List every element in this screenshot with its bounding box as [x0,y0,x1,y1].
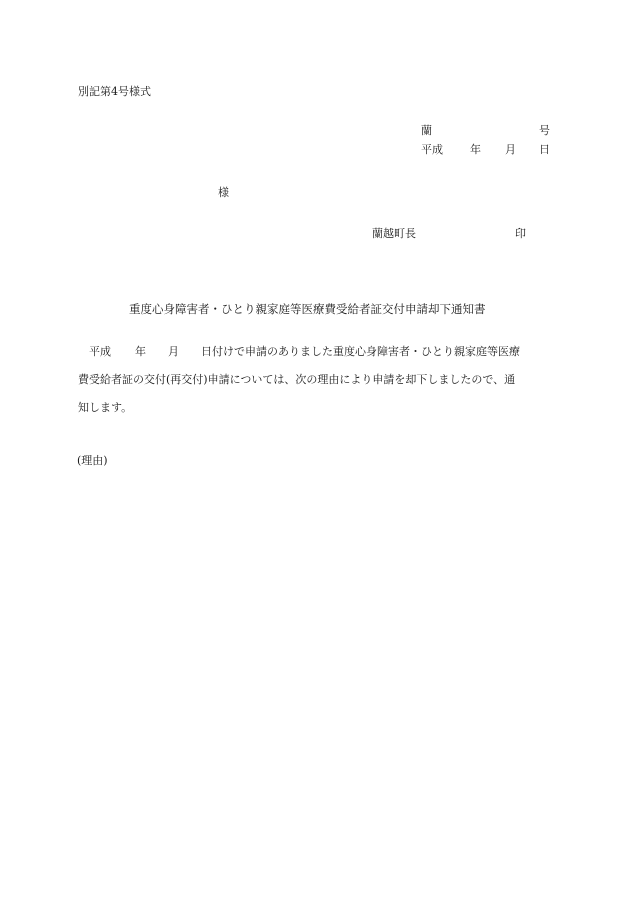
recipient-honorific: 様 [218,186,229,199]
body-line-2: 費受給者証の交付(再交付)申請については、次の理由により申請を却下しましたので、通 [78,373,516,386]
body-line-3: 知します。 [78,401,133,414]
issuer-title: 蘭越町長 [372,227,416,240]
reason-label: (理由) [77,454,108,467]
document-number-prefix: 蘭 [421,124,432,137]
document-title: 重度心身障害者・ひとり親家庭等医療費受給者証交付申請却下通知書 [129,302,486,316]
document-number-suffix: 号 [539,124,550,137]
issuer-seal-mark: 印 [515,227,526,240]
body-line-1 [89,345,520,359]
body-year: 年 [135,345,146,358]
date-month: 月 [505,143,516,156]
date-year: 年 [470,143,481,156]
date-day: 日 [539,143,550,156]
date-era: 平成 [421,143,443,156]
body-era: 平成 [89,345,111,358]
body-line-1-text: 日付けで申請のありました重度心身障害者・ひとり親家庭等医療 [201,345,520,358]
body-month: 月 [168,345,179,358]
form-number: 別記第4号様式 [78,85,151,98]
